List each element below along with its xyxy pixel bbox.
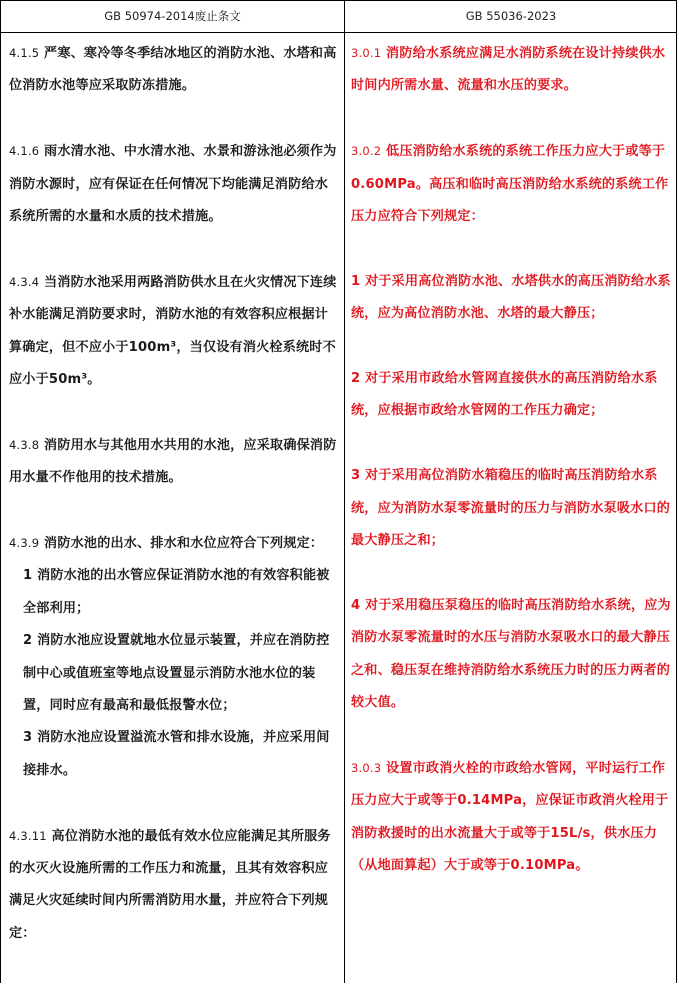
clause-4-1-6	[9, 135, 339, 233]
clause-number: 4.3.9	[9, 536, 40, 551]
clause-4-3-9-item-3: 3 消防水池应设置溢流水管和排水设施，并应采用间接排水。	[23, 730, 330, 778]
clause-4-3-9	[9, 527, 339, 560]
clause-3-0-1	[351, 37, 673, 103]
clause-number: 3.0.2	[351, 144, 382, 159]
clause-text: 消防给水系统应满足水消防系统在设计持续供水时间内所需水量、流量和水压的要求。	[351, 46, 666, 94]
clause-number: 4.3.8	[9, 437, 40, 452]
clause-4-3-11	[9, 820, 339, 951]
clause-3-0-2-item-2: 2 对于采用市政给水管网直接供水的高压消防给水系统，应根据市政给水管网的工作压力确定；	[351, 371, 658, 419]
clause-3-0-2	[351, 135, 673, 233]
clause-text: 消防用水与其他用水共用的水池，应采取确保消防用水量不作他用的技术措施。	[9, 437, 337, 486]
clause-number: 4.1.5	[9, 46, 40, 60]
clause-number: 4.3.4	[9, 274, 40, 289]
clause-number: 4.1.6	[9, 144, 40, 159]
header-new-standard: GB 55036-2023	[465, 9, 557, 23]
clause-3-0-3	[351, 752, 673, 883]
clause-text: 严寒、寒冷等冬季结冰地区的消防水池、水塔和高位消防水池等应采取防冻措施。	[9, 46, 337, 94]
clause-number: 3.0.1	[351, 46, 382, 60]
header-old-standard: GB 50974-2014废止条文	[104, 9, 241, 23]
old-clauses-column	[9, 37, 339, 950]
clause-3-0-2-item-1: 1 对于采用高位消防水池、水塔供水的高压消防给水系统，应为高位消防水池、水塔的最大静压；	[351, 273, 671, 322]
clause-text: 低压消防给水系统的系统工作压力应大于或等于0.60MPa。高压和临时高压消防给水系统的系统工作压力应符合下列规定：	[351, 144, 669, 225]
clause-4-3-8	[9, 429, 339, 495]
clause-text: 消防水池的出水、排水和水位应符合下列规定：	[44, 536, 324, 552]
clause-text: 设置市政消火栓的市政给水管网，平时运行工作压力应大于或等于0.14MPa，应保证市政消火栓用于消防救援时的出水流量大于或等于15L/s，供水压力（从地面算起）大于或等于0.10MPa。	[351, 760, 669, 874]
clause-4-1-5	[9, 37, 339, 103]
clause-3-0-2-item-3: 3 对于采用高位消防水箱稳压的临时高压消防给水系统，应为消防水泵零流量时的压力与消防水泵吸水口的最大静压之和；	[351, 468, 671, 549]
clause-text: 当消防水池采用两路消防供水且在火灾情况下连续补水能满足消防要求时，消防水池的有效容积应根据计算确定，但不应小于100m³，当仅设有消火栓系统时不应小于50m³。	[9, 274, 337, 388]
new-clauses-column	[351, 37, 673, 882]
clause-4-3-9-item-1: 1 消防水池的出水管应保证消防水池的有效容积能被全部利用；	[23, 568, 330, 616]
clause-text: 雨水清水池、中水清水池、水景和游泳池必须作为消防水源时，应有保证在任何情况下均能满足消防给水系统所需的水量和水质的技术措施。	[9, 144, 337, 225]
clause-4-3-4	[9, 266, 339, 397]
clause-3-0-2-item-4: 4 对于采用稳压泵稳压的临时高压消防给水系统，应为消防水泵零流量时的水压与消防水泵吸水口的最大静压之和、稳压泵在维持消防给水系统压力时的压力两者的较大值。	[351, 597, 671, 711]
table-header-row	[1, 1, 676, 33]
column-divider	[344, 1, 345, 983]
clause-number: 3.0.3	[351, 760, 382, 775]
clause-text: 高位消防水池的最低有效水位应能满足其所服务的水灭火设施所需的工作压力和流量，且其有效容积应满足火灾延续时间内所需消防用水量，并应符合下列规定：	[9, 828, 331, 941]
clause-number: 4.3.11	[9, 828, 47, 843]
clause-4-3-9-item-2: 2 消防水池应设置就地水位显示装置，并应在消防控制中心或值班室等地点设置显示消防水池水位的装置，同时应有最高和最低报警水位；	[23, 633, 330, 714]
